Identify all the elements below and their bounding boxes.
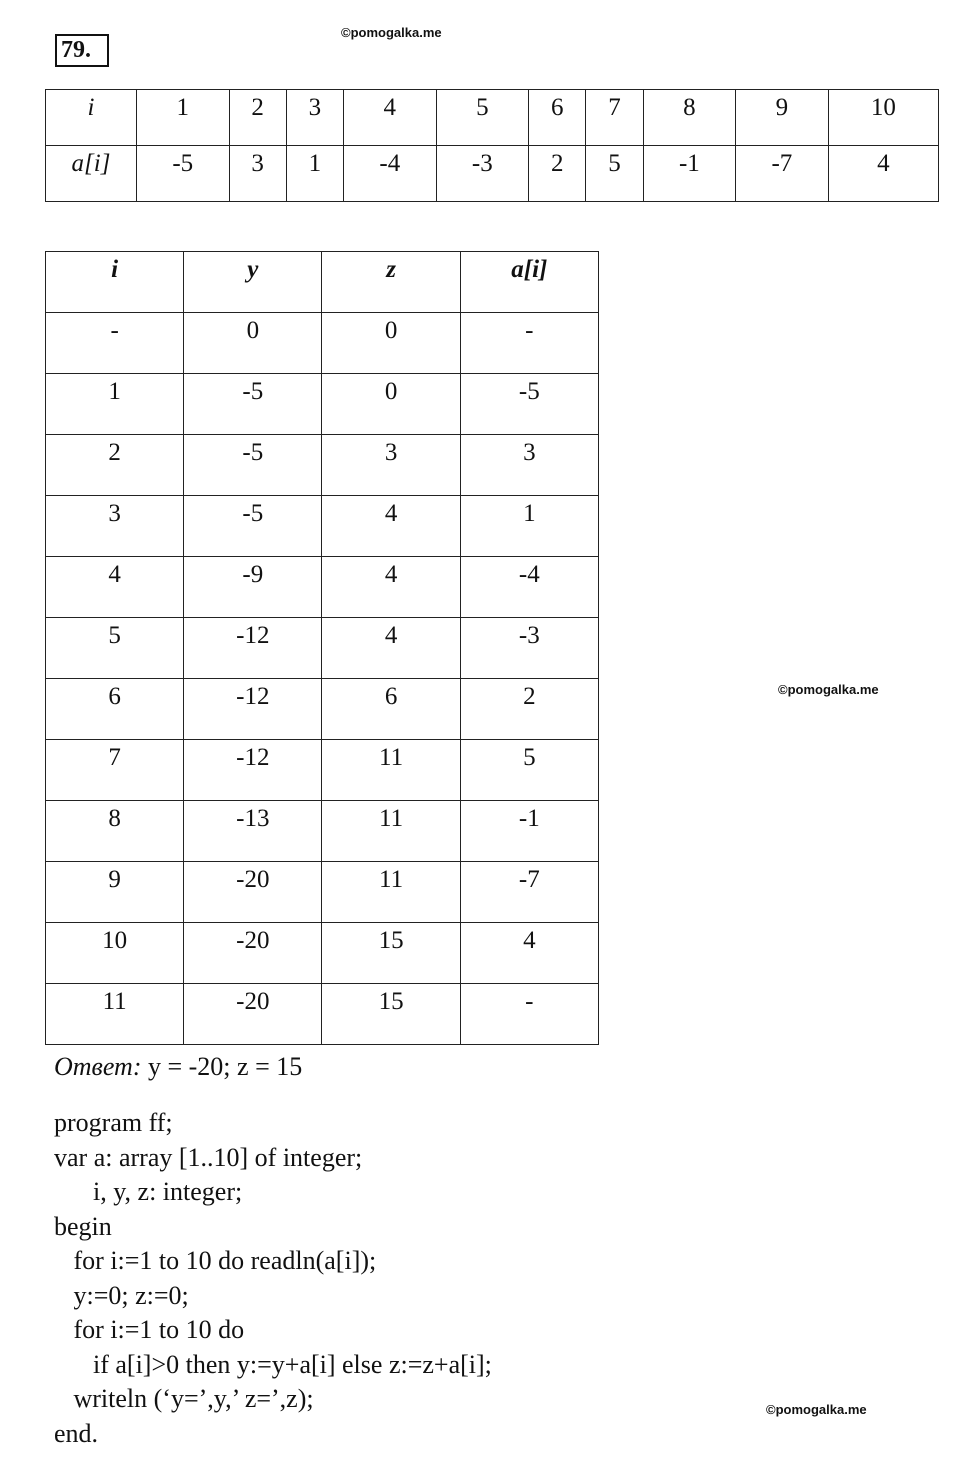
trace-cell: 11 [322,862,460,923]
trace-cell: 6 [322,679,460,740]
trace-cell: -9 [184,557,322,618]
trace-row [46,496,599,557]
trace-cell: 10 [46,923,184,984]
value-cell: -3 [436,146,529,202]
watermark: ©pomogalka.me [766,1402,867,1417]
trace-row [46,618,599,679]
trace-cell: -13 [184,801,322,862]
value-cell: -1 [643,146,736,202]
trace-cell: 4 [322,618,460,679]
trace-table [45,251,599,1045]
index-cell: 10 [828,90,938,146]
trace-cell: -5 [184,374,322,435]
code-line: var a: array [1..10] of integer; [54,1142,363,1172]
trace-cell: 1 [460,496,598,557]
index-cell: 9 [736,90,829,146]
code-line: for i:=1 to 10 do [54,1315,245,1344]
trace-cell: 6 [46,679,184,740]
trace-cell: 0 [322,374,460,435]
trace-cell: -12 [184,618,322,679]
trace-row [46,984,599,1045]
value-cell: 2 [529,146,586,202]
index-cell: 6 [529,90,586,146]
trace-cell: 1 [46,374,184,435]
index-cell: 7 [586,90,643,146]
trace-row [46,740,599,801]
value-cell: -7 [736,146,829,202]
value-cell: 4 [828,146,938,202]
trace-cell: -12 [184,679,322,740]
trace-cell: 3 [322,435,460,496]
trace-cell: 15 [322,923,460,984]
trace-cell: -20 [184,862,322,923]
index-cell: 3 [286,90,343,146]
code-line: if a[i]>0 then y:=y+a[i] else z:=z+a[i]; [54,1349,492,1379]
answer-label: Ответ: [54,1052,142,1081]
trace-cell: 11 [322,740,460,801]
trace-body [46,313,599,1045]
trace-cell: 5 [460,740,598,801]
trace-cell: -5 [460,374,598,435]
code-line: writeln (‘y=’,y,’ z=’,z); [54,1384,314,1413]
trace-cell: -4 [460,557,598,618]
header-y: y [184,252,322,313]
trace-cell: 8 [46,801,184,862]
array-table [45,89,939,202]
index-cell: 5 [436,90,529,146]
header-i: i [46,252,184,313]
trace-cell: -1 [460,801,598,862]
trace-cell: 7 [46,740,184,801]
code-line: for i:=1 to 10 do readln(a[i]); [54,1246,377,1275]
trace-header-row [46,252,599,313]
trace-cell: 5 [46,618,184,679]
trace-cell: -3 [460,618,598,679]
trace-cell: 3 [46,496,184,557]
trace-row [46,862,599,923]
trace-cell: - [46,313,184,374]
watermark: ©pomogalka.me [778,682,879,697]
row-label-i: i [46,90,137,146]
value-cell: -5 [137,146,230,202]
trace-row [46,801,599,862]
value-cell: -4 [344,146,437,202]
trace-cell: 11 [46,984,184,1045]
value-cell: 1 [286,146,343,202]
code-line: i, y, z: integer; [54,1177,243,1206]
code-line: end. [54,1418,99,1448]
trace-cell: 2 [460,679,598,740]
trace-cell: -20 [184,984,322,1045]
trace-cell: - [460,984,598,1045]
index-cell: 1 [137,90,230,146]
trace-cell: 0 [322,313,460,374]
trace-cell: 4 [460,923,598,984]
trace-row [46,923,599,984]
trace-cell: 11 [322,801,460,862]
trace-cell: -5 [184,496,322,557]
array-index-row [46,90,939,146]
header-a: a[i] [460,252,598,313]
value-cell: 3 [229,146,286,202]
trace-row [46,435,599,496]
code-block [54,1106,492,1451]
problem-number: 79. [55,34,109,67]
trace-cell: -12 [184,740,322,801]
index-cell: 8 [643,90,736,146]
value-cell: 5 [586,146,643,202]
trace-cell: 9 [46,862,184,923]
trace-cell: 4 [322,496,460,557]
trace-cell: 3 [460,435,598,496]
row-label-a: a[i] [46,146,137,202]
code-line: program ff; [54,1108,173,1137]
trace-row [46,374,599,435]
trace-cell: 2 [46,435,184,496]
trace-row [46,313,599,374]
trace-cell: -20 [184,923,322,984]
array-value-row [46,146,939,202]
trace-cell: - [460,313,598,374]
trace-cell: 15 [322,984,460,1045]
answer [54,1052,302,1082]
watermark: ©pomogalka.me [341,25,442,40]
trace-row [46,557,599,618]
code-line: y:=0; z:=0; [54,1280,189,1310]
header-z: z [322,252,460,313]
trace-cell: -7 [460,862,598,923]
trace-cell: 0 [184,313,322,374]
answer-text: y = -20; z = 15 [141,1052,303,1081]
trace-cell: -5 [184,435,322,496]
trace-cell: 4 [46,557,184,618]
code-line: begin [54,1211,112,1241]
trace-row [46,679,599,740]
trace-cell: 4 [322,557,460,618]
index-cell: 4 [344,90,437,146]
index-cell: 2 [229,90,286,146]
